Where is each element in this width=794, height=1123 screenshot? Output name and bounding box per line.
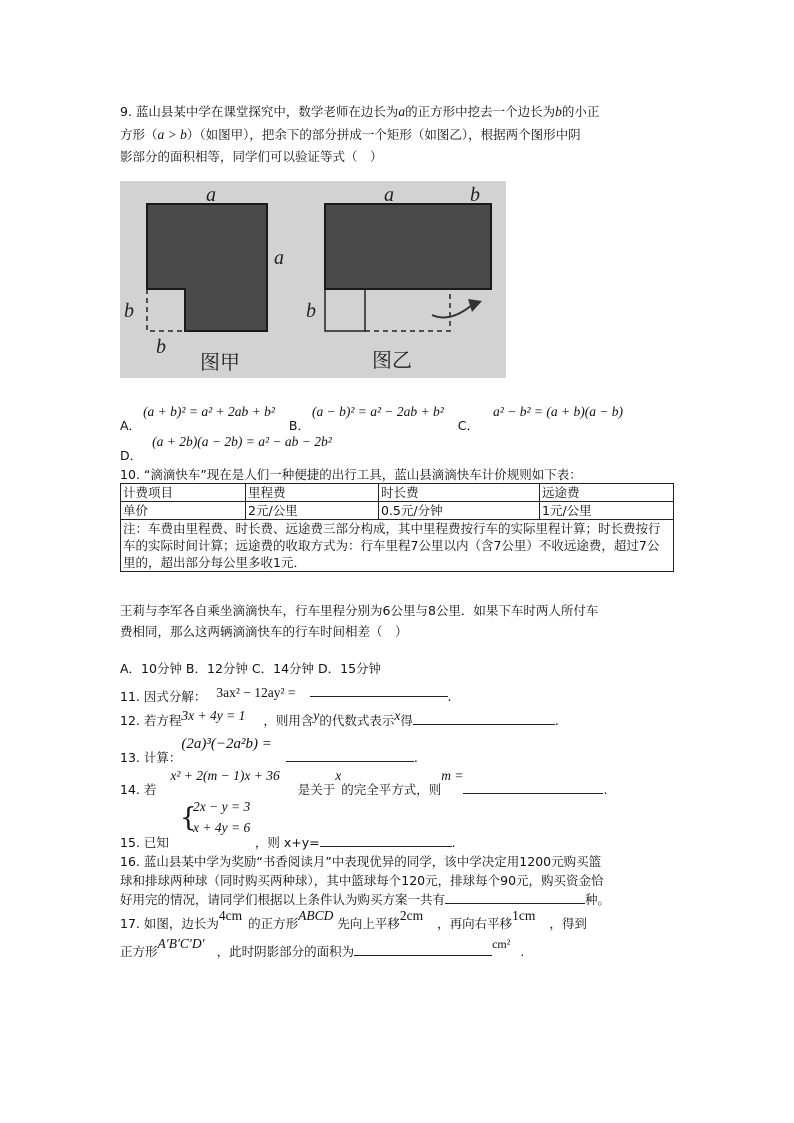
figure-jia-label-right: a: [274, 247, 284, 269]
q12-equation: 3x + 4y = 1: [181, 708, 246, 723]
table-cell: 1元/公里: [540, 502, 674, 520]
q11-expression: 3ax² − 12ay² =: [216, 685, 296, 700]
figure-jia-label-side: b: [124, 300, 134, 322]
table-header-cell: 时长费: [379, 484, 540, 502]
table-row: [121, 502, 674, 520]
q9-option-d: D．(a + 2b)(a − 2b) = a² − ab − 2b²: [120, 434, 332, 463]
q17-answer-blank: [354, 943, 492, 956]
q16-line-1: 16. 蓝山县某中学为奖励“书香阅读月”中表现优异的同学，该中学决定用1200元购买篮: [120, 854, 602, 869]
table-header-row: [121, 484, 674, 502]
q16-answer-blank: [445, 891, 585, 904]
q15-equation-1: 2x − y = 3: [193, 799, 251, 814]
option-d-formula: (a + 2b)(a − 2b) = a² − ab − 2b²: [152, 434, 332, 449]
var-a: a: [398, 104, 406, 119]
table-note-row: [121, 520, 674, 572]
q15-brace-icon: {: [180, 803, 197, 833]
table-cell: 单价: [121, 502, 246, 520]
option-b-formula: (a − b)² = a² − 2ab + b²: [311, 404, 444, 419]
q14-answer-blank: [463, 781, 603, 794]
figure-yi-label-top-a: a: [384, 184, 394, 206]
q10-intro: 10. “滴滴快车”现在是人们一种便捷的出行工具，蓝山县滴滴快车计价规则如下表：: [120, 467, 582, 482]
q14: 14. 若x² + 2(m − 1)x + 36是关于x的完全平方式，则m =.: [120, 768, 608, 797]
q16-line-2: 球和排球两种球（同时购买两种球），其中篮球每个120元，排球每个90元，购买资金恰: [120, 873, 604, 888]
table-cell: 0.5元/分钟: [379, 502, 540, 520]
q9-options-abc: A．(a + b)² = a² + 2ab + b²B．(a − b)² = a² − 2ab + b²C．a² − b² = (a + b)(a − b): [120, 404, 624, 433]
q14-expression: x² + 2(m − 1)x + 36: [170, 768, 280, 783]
q9-line-3: 影部分的面积相等，同学们可以验证等式（ ）: [120, 149, 383, 164]
table-cell: 2元/公里: [246, 502, 379, 520]
q11: 11. 因式分解： 3ax² − 12ay² = .: [120, 685, 452, 704]
figure-yi-caption: 图乙: [372, 348, 412, 372]
q13-expression: (2a)³(−2a²b) =: [181, 736, 272, 752]
q15-equation-2: x + 4y = 6: [193, 820, 251, 835]
q10-options: A．10分钟 B．12分钟 C．14分钟 D．15分钟: [120, 661, 382, 676]
q13: 13. 计算：(2a)³(−2a²b) =.: [120, 736, 418, 765]
table-header-cell: 远途费: [540, 484, 674, 502]
var-b: b: [555, 104, 562, 119]
q9-line-1: 9. 蓝山县某中学在课堂探究中，数学老师在边长为a的正方形中挖去一个边长为b的小正: [120, 104, 600, 119]
table-note: 注：车费由里程费、时长费、远途费三部分构成，其中里程费按行车的实际里程计算；时长费按行车的实际时间计算；远途费的收取方式为：行车里程7公里以内（含7公里）不收远途费，超过7公里的，超出部分每公里多收1元．: [121, 520, 674, 572]
figure-yi-shaded-rectangle: [325, 204, 491, 289]
q10-question-line-1: 王莉与李军各自乘坐滴滴快车，行车里程分别为6公里与8公里．如果下车时两人所付车: [120, 603, 599, 618]
q9-line-2: 方形（a > b）（如图甲），把余下的部分拼成一个矩形（如图乙），根据两个图形中阴: [120, 127, 581, 142]
table-header-cell: 计费项目: [121, 484, 246, 502]
q11-answer-blank: [310, 684, 448, 697]
q16-line-3: 好用完的情况，请同学们根据以上条件认为购买方案一共有 种。: [120, 892, 611, 907]
q15-answer-blank: [320, 834, 452, 847]
q9-figure-photo: [120, 181, 506, 378]
q15: 15. 已知 ，则 x+y= .: [120, 835, 456, 850]
figure-yi-label-top-b: b: [470, 184, 480, 206]
q12: 12. 若方程3x + 4y = 1 ，则用含y的代数式表示x得 .: [120, 708, 559, 728]
q17-line-1: 17. 如图，边长为4cm的正方形ABCD先向上平移2cm，再向右平移1cm，得到: [120, 908, 587, 931]
figure-jia-label-top: a: [206, 184, 216, 206]
q13-answer-blank: [286, 749, 414, 762]
q12-answer-blank: [413, 712, 555, 725]
option-c-formula: a² − b² = (a + b)(a − b): [493, 404, 624, 419]
option-a-formula: (a + b)² = a² + 2ab + b²: [143, 404, 275, 419]
fare-table: [120, 483, 674, 572]
table-header-cell: 里程费: [246, 484, 379, 502]
figure-jia-caption: 图甲: [200, 350, 240, 374]
figure-yi-label-side: b: [306, 300, 316, 322]
q10-question-line-2: 费相同，那么这两辆滴滴快车的行车时间相差（ ）: [120, 624, 408, 639]
condition-a-gt-b: a > b: [157, 127, 187, 142]
q17-line-2: 正方形A′B′C′D′，此时阴影部分的面积为 cm² .: [120, 936, 525, 959]
figure-jia-label-bottom: b: [156, 336, 166, 358]
